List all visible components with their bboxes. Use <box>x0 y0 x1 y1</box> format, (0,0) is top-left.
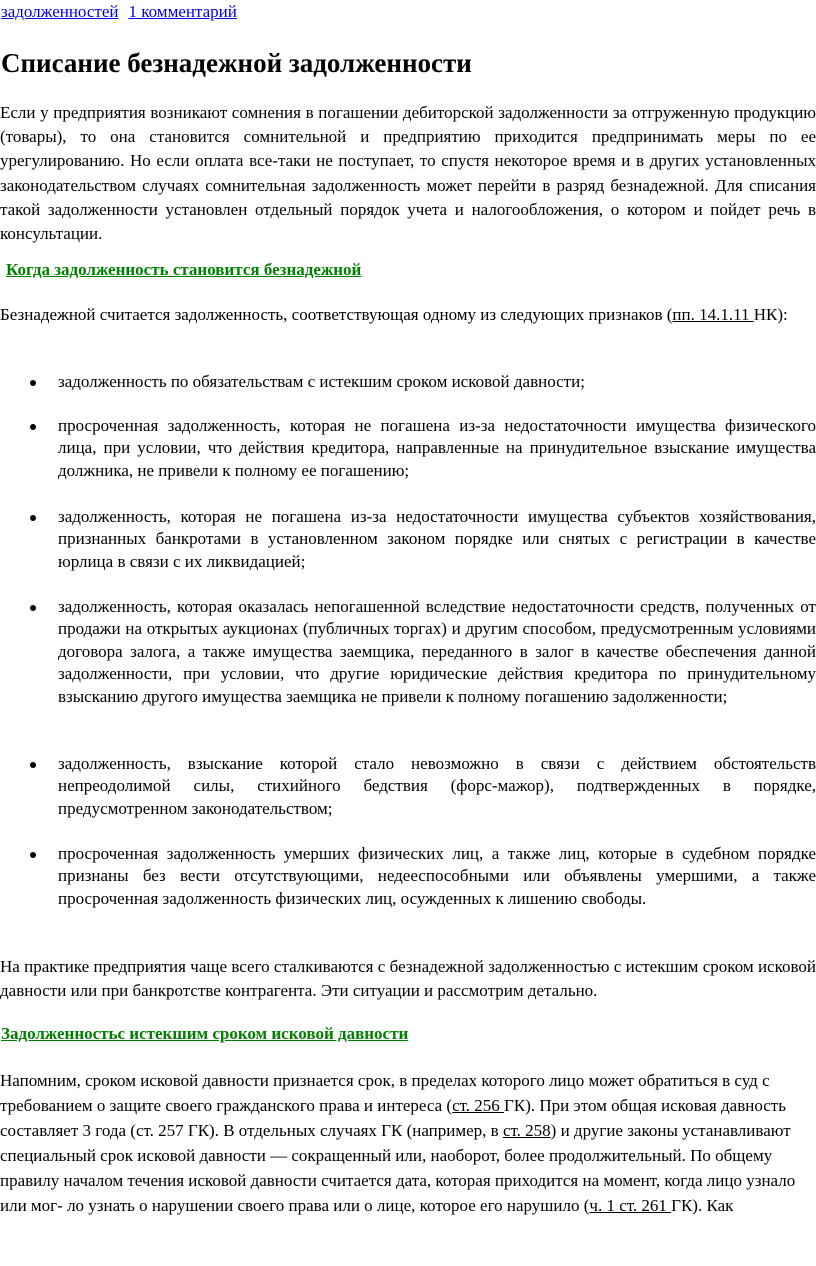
law-link-gk-258[interactable]: ст. 258 <box>502 1121 551 1140</box>
section-1-lead <box>0 303 816 327</box>
bullet-icon <box>30 762 36 768</box>
law-link-nk[interactable]: пп. 14.1.11 <box>672 305 754 324</box>
section-1-lead-tail: НК): <box>753 305 788 324</box>
bullet-icon <box>30 424 36 430</box>
bullet-icon <box>30 605 36 611</box>
bullet-icon <box>30 852 36 858</box>
list-item: задолженность, которая оказалась непогашенной вследствие недостаточности средств, полученных от продажи на открытых аукционах (публичных торгах) и другим способом, предусмотренным условиями договора залога, а также имущества заемщика, переданного в залог в качестве обеспечения данной задолженности, при условии, что другие юридические действия кредитора по принудительному взысканию другого имущества заемщика не привели к полному погашению задолженности; <box>58 596 816 708</box>
comments-link[interactable]: 1 комментарий <box>128 2 237 21</box>
list-item: просроченная задолженность умерших физических лиц, а также лиц, которые в судебном порядке признаны без вести отсутствующими, недееспособными или объявлены умершими, а также просроченная задолженность физических лиц, осужденных к лишению свободы. <box>58 843 816 910</box>
bullet-icon <box>30 515 36 521</box>
list-item: задолженность, которая не погашена из-за недостаточности имущества субъектов хозяйствования, признанных банкротами в установленном законом порядке или снятых с регистрации в качестве юрлица в связи с их ликвидацией; <box>58 506 816 573</box>
section-1-outro: На практике предприятия чаще всего сталкиваются с безнадежной задолженностью с истекшим сроком исковой давности или при банкротстве контрагента. Эти ситуации и рассмотрим детально. <box>0 957 816 1001</box>
bullet-icon <box>30 380 36 386</box>
section-1-lead-text: Безнадежной считается задолженность, соответствующая одному из следующих признаков ( <box>0 305 673 324</box>
list-item: задолженность, взыскание которой стало невозможно в связи с действием обстоятельств непреодолимой силы, стихийного бедствия (форс-мажор), подтвержденных в порядке, предусмотренном законодательством; <box>58 753 816 820</box>
law-link-gk-261[interactable]: ч. 1 ст. 261 <box>589 1196 672 1215</box>
section-heading-1 <box>6 258 361 282</box>
list-item: просроченная задолженность, которая не погашена из-за недостаточности имущества физического лица, при условии, что действия кредитора, направленные на принудительное взыскание имущества должника, не привели к полному ее погашению; <box>58 415 816 482</box>
section-2-paragraph: Напомним, сроком исковой давности признается срок, в пределах которого лицо может обратиться в суд с требованием о защите своего гражданского права и интереса (ст. 256 ГК). При этом общая исковая давность составляет 3 года (ст. 257 ГК). В отдельных случаях ГК (например, в ст. 258) и другие законы устанавливают специальный срок исковой давности — сокращенный или, наоборот, более продолжительный. По общему правилу началом течения исковой давности считается дата, которая приходится на момент, когда лицо узнало или мог- ло узнать о нарушении своего права или о лице, которое его нарушило (ч. 1 ст. 261 ГК). Как <box>0 1071 796 1215</box>
section-heading-2-link[interactable]: Задолженностьс истекшим сроком исковой давности <box>1 1024 409 1043</box>
law-link-gk-256[interactable]: ст. 256 <box>452 1096 505 1115</box>
intro-paragraph: Если у предприятия возникают сомнения в погашении дебиторской задолженности за отгруженную продукцию (товары), то она становится сомнительной и предприятию приходится предпринимать меры по ее урегулированию. Но если оплата все-таки не поступает, то спустя некоторое время и в других установленных законодательством случаях сомнительная задолженность может перейти в разряд безнадежной. Для списания такой задолженности установлен отдельный порядок учета и налогообложения, о котором и пойдет речь в консультации. <box>0 103 816 244</box>
article-title: Списание безнадежной задолженности <box>1 48 472 78</box>
list-item: задолженность по обязательствам с истекшим сроком исковой давности; <box>58 371 816 393</box>
section-heading-1-link[interactable]: Когда задолженность становится безнадежной <box>6 260 362 279</box>
top-links <box>1 1 237 23</box>
tag-link[interactable]: задолженностей <box>1 2 119 21</box>
section-heading-2 <box>1 1022 408 1046</box>
